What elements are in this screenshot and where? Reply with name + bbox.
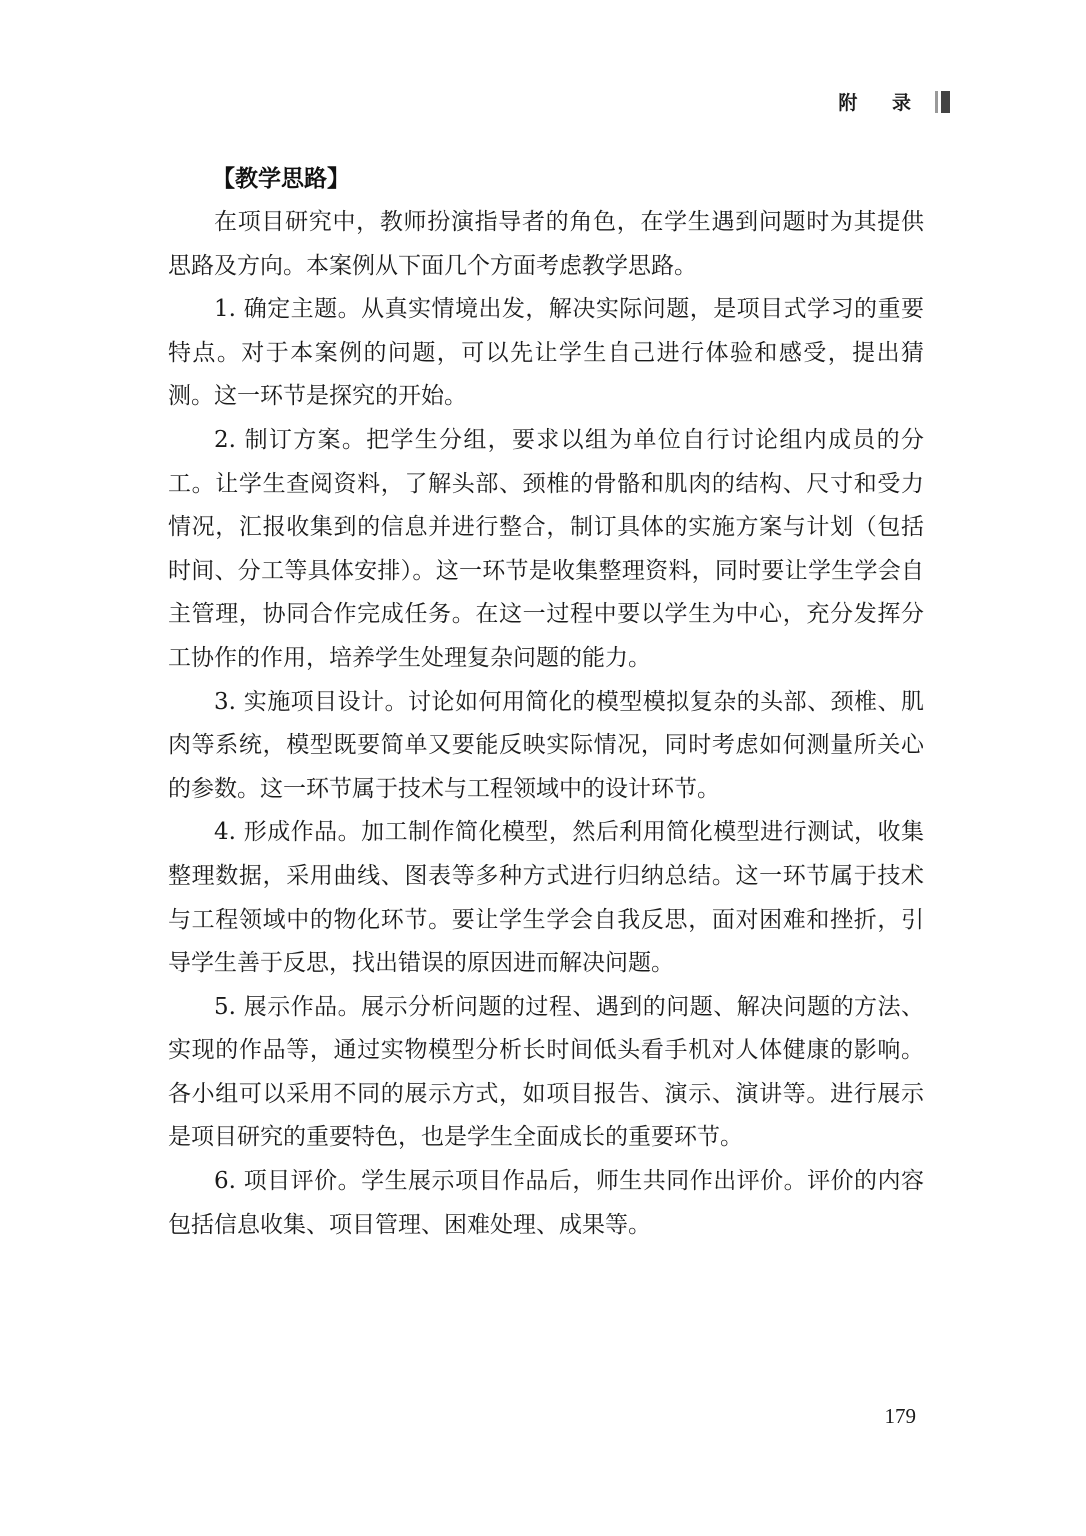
header-bar-thick xyxy=(941,91,950,113)
intro-paragraph: 在项目研究中，教师扮演指导者的角色，在学生遇到问题时为其提供思路及方向。本案例从下面几个方面考虑教学思路。 xyxy=(168,209,924,279)
step-4-paragraph: 4. 形成作品。加工制作简化模型，然后利用简化模型进行测试，收集整理数据，采用曲线、图表等多种方式进行归纳总结。这一环节属于技术与工程领域中的物化环节。要让学生学会自我反思，面对困难和挫折，引导学生善于反思，找出错误的原因进而解决问题。 xyxy=(168,819,924,977)
header-bars-decoration xyxy=(935,90,950,114)
page-number: 179 xyxy=(884,1404,916,1428)
section-heading: 【教学思路】 xyxy=(212,166,350,192)
running-header xyxy=(838,88,950,115)
step-3-paragraph: 3. 实施项目设计。讨论如何用简化的模型模拟复杂的头部、颈椎、肌肉等系统，模型既要简单又要能反映实际情况，同时考虑如何测量所关心的参数。这一环节属于技术与工程领域中的设计环节。 xyxy=(168,688,924,802)
step-2-paragraph: 2. 制订方案。把学生分组，要求以组为单位自行讨论组内成员的分工。让学生查阅资料，了解头部、颈椎的骨骼和肌肉的结构、尺寸和受力情况，汇报收集到的信息并进行整合，制订具体的实施方案与计划（包括时间、分工等具体安排）。这一环节是收集整理资料，同时要让学生学会自主管理，协同合作完成任务。在这一过程中要以学生为中心，充分发挥分工协作的作用，培养学生处理复杂问题的能力。 xyxy=(168,426,924,671)
step-5-paragraph: 5. 展示作品。展示分析问题的过程、遇到的问题、解决问题的方法、实现的作品等，通过实物模型分析长时间低头看手机对人体健康的影响。各小组可以采用不同的展示方式，如项目报告、演示、演讲等。进行展示是项目研究的重要特色，也是学生全面成长的重要环节。 xyxy=(168,993,924,1151)
page-content xyxy=(168,158,924,1247)
header-section-label: 附 录 xyxy=(838,92,925,114)
step-6-paragraph: 6. 项目评价。学生展示项目作品后，师生共同作出评价。评价的内容包括信息收集、项目管理、困难处理、成果等。 xyxy=(168,1168,924,1238)
step-1-paragraph: 1. 确定主题。从真实情境出发，解决实际问题，是项目式学习的重要特点。对于本案例的问题，可以先让学生自己进行体验和感受，提出猜测。这一环节是探究的开始。 xyxy=(168,296,924,410)
header-bar-thin xyxy=(935,91,938,113)
